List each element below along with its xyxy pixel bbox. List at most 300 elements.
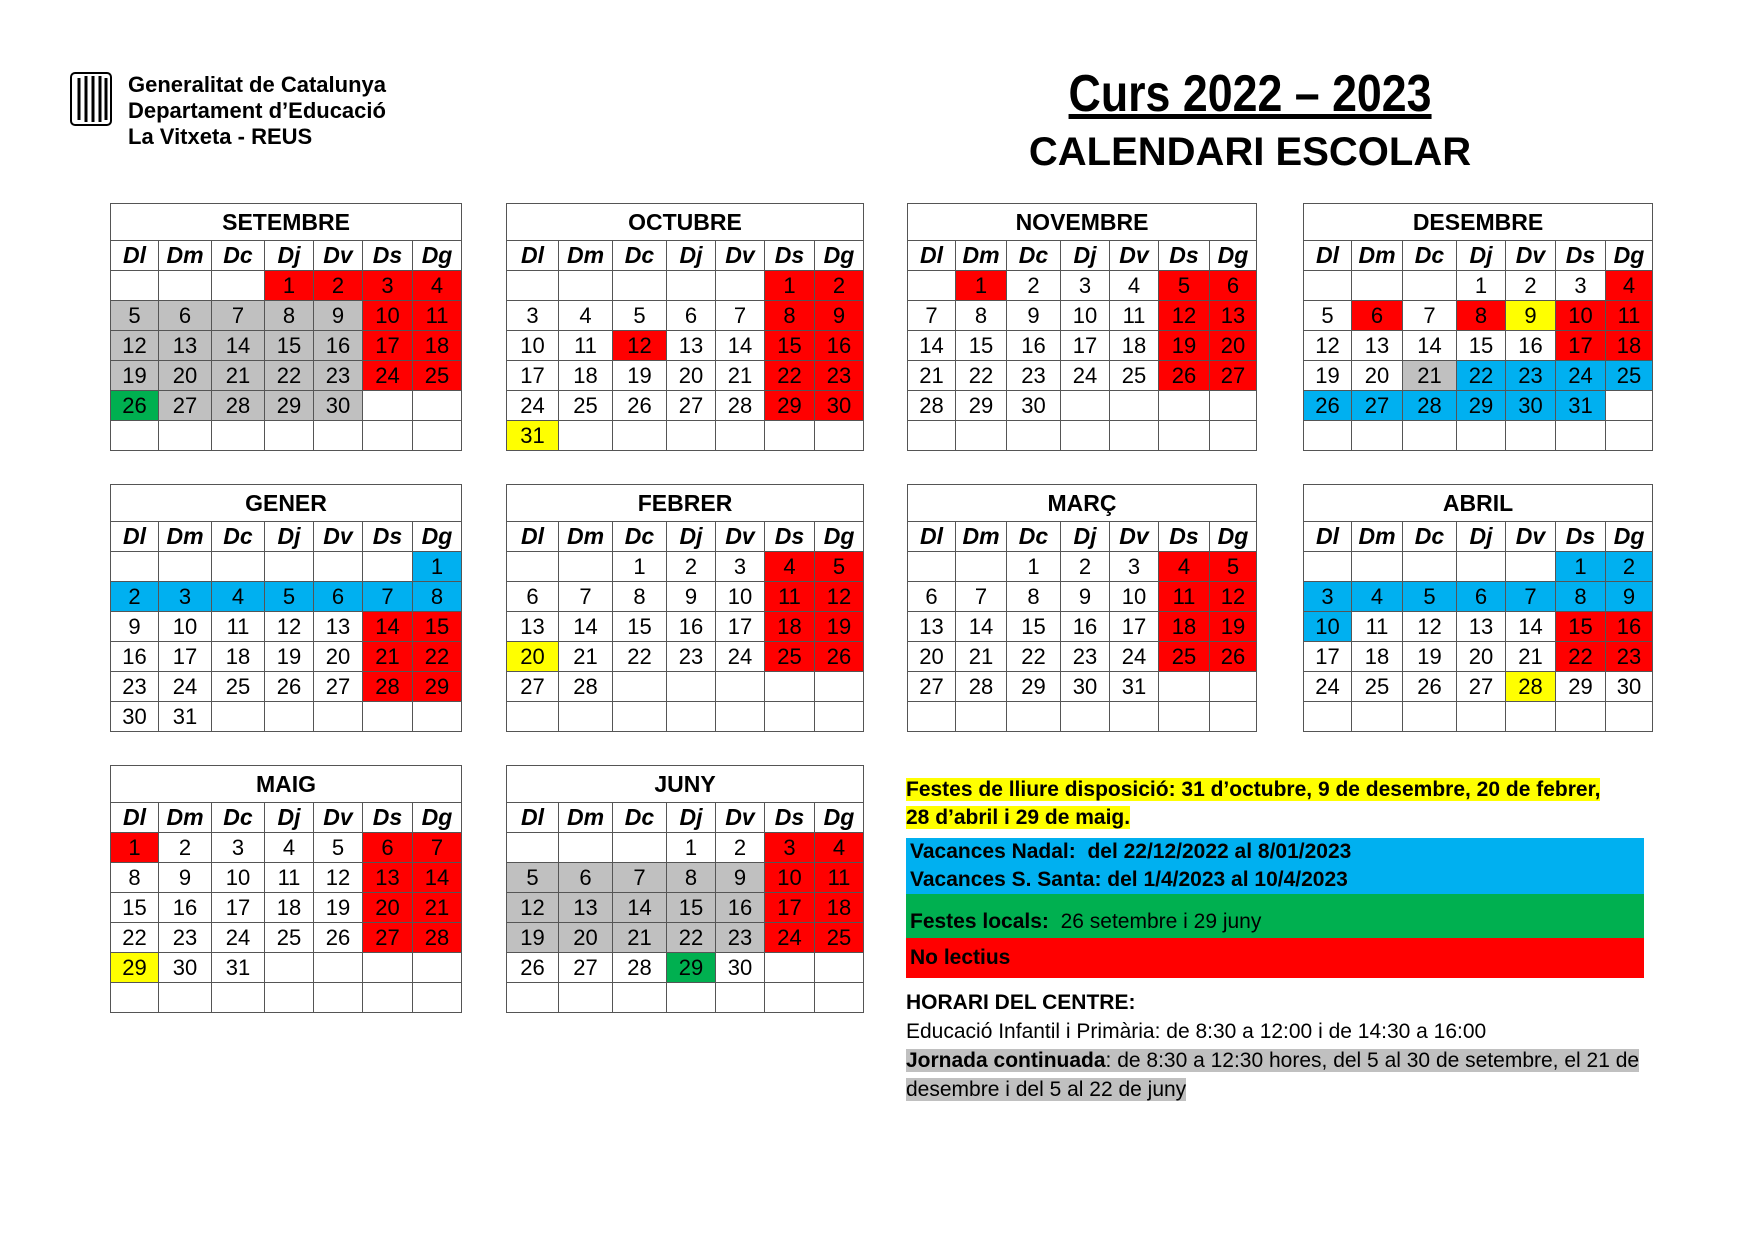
weekday-header: Dm: [159, 241, 212, 271]
week-row: [507, 612, 864, 642]
day-cell: [815, 421, 864, 451]
day-cell: 21: [956, 642, 1007, 672]
week-row: [507, 672, 864, 702]
day-cell: [716, 702, 765, 732]
day-cell: 13: [159, 331, 212, 361]
day-cell: 9: [667, 582, 716, 612]
week-row: [908, 331, 1257, 361]
day-cell: 10: [363, 301, 413, 331]
day-cell: 23: [159, 923, 212, 953]
day-cell: 10: [716, 582, 765, 612]
day-cell: 12: [1210, 582, 1257, 612]
day-cell: 27: [559, 953, 613, 983]
day-cell: 19: [314, 893, 363, 923]
weekday-header: Dl: [507, 522, 559, 552]
week-row: [507, 271, 864, 301]
day-cell: 11: [815, 863, 864, 893]
day-cell: [1457, 552, 1506, 582]
day-cell: 14: [212, 331, 265, 361]
week-row: [507, 361, 864, 391]
day-cell: 13: [363, 863, 413, 893]
day-cell: 8: [111, 863, 159, 893]
week-row: [908, 421, 1257, 451]
weekday-header: Dj: [265, 241, 314, 271]
day-cell: [413, 953, 462, 983]
day-cell: [667, 983, 716, 1013]
day-cell: 28: [413, 923, 462, 953]
day-cell: 24: [1556, 361, 1606, 391]
day-cell: 17: [1061, 331, 1110, 361]
day-cell: 14: [1506, 612, 1556, 642]
day-cell: 19: [507, 923, 559, 953]
day-cell: 24: [507, 391, 559, 421]
day-cell: [212, 421, 265, 451]
day-cell: 13: [1210, 301, 1257, 331]
day-cell: [363, 702, 413, 732]
day-cell: 19: [1210, 612, 1257, 642]
day-cell: 21: [908, 361, 956, 391]
day-cell: 2: [716, 833, 765, 863]
day-cell: 29: [765, 391, 815, 421]
weekday-header: Dl: [908, 522, 956, 552]
day-cell: 26: [815, 642, 864, 672]
day-cell: 2: [159, 833, 212, 863]
day-cell: 1: [1007, 552, 1061, 582]
day-cell: 31: [1110, 672, 1159, 702]
weekday-header: Dg: [815, 522, 864, 552]
day-cell: 4: [815, 833, 864, 863]
day-cell: 5: [507, 863, 559, 893]
day-cell: [1457, 702, 1506, 732]
day-cell: [1403, 552, 1457, 582]
weekday-header: Dc: [613, 803, 667, 833]
legend-nadal: Vacances Nadal: del 22/12/2022 al 8/01/2023: [906, 838, 1644, 866]
month-name: MARÇ: [908, 485, 1257, 522]
day-cell: 16: [815, 331, 864, 361]
week-row: [1304, 552, 1653, 582]
week-row: [908, 672, 1257, 702]
week-row: [507, 642, 864, 672]
weekday-header: Dv: [314, 241, 363, 271]
day-cell: [363, 552, 413, 582]
week-row: [507, 331, 864, 361]
day-cell: [1159, 672, 1210, 702]
day-cell: 22: [1007, 642, 1061, 672]
day-cell: 20: [908, 642, 956, 672]
weekday-header: Dm: [159, 522, 212, 552]
weekday-header: Dg: [1210, 241, 1257, 271]
day-cell: [1210, 672, 1257, 702]
weekday-header: Dv: [314, 803, 363, 833]
day-cell: 21: [559, 642, 613, 672]
day-cell: 29: [1457, 391, 1506, 421]
day-cell: 11: [1159, 582, 1210, 612]
weekday-header: Dv: [1110, 522, 1159, 552]
day-cell: 31: [507, 421, 559, 451]
day-cell: 9: [314, 301, 363, 331]
day-cell: 6: [159, 301, 212, 331]
day-cell: 13: [1352, 331, 1403, 361]
day-cell: 4: [1352, 582, 1403, 612]
day-cell: 20: [559, 923, 613, 953]
day-cell: [212, 552, 265, 582]
page-subtitle: CALENDARI ESCOLAR: [1028, 130, 1472, 174]
week-row: [908, 642, 1257, 672]
day-cell: [1007, 421, 1061, 451]
day-cell: 7: [212, 301, 265, 331]
day-cell: 29: [667, 953, 716, 983]
day-cell: 3: [363, 271, 413, 301]
legend-no-lectius: No lectius: [906, 938, 1644, 978]
weekday-header: Dm: [559, 241, 613, 271]
day-cell: [716, 672, 765, 702]
day-cell: 12: [1159, 301, 1210, 331]
day-cell: 6: [908, 582, 956, 612]
weekday-header: Dj: [265, 803, 314, 833]
week-row: [507, 421, 864, 451]
day-cell: 28: [559, 672, 613, 702]
day-cell: 27: [363, 923, 413, 953]
weekday-header: Dv: [1506, 241, 1556, 271]
month-calendar-1: [506, 203, 864, 451]
day-cell: 5: [1159, 271, 1210, 301]
day-cell: [613, 833, 667, 863]
day-cell: 5: [1304, 301, 1352, 331]
weekday-header: Ds: [765, 803, 815, 833]
day-cell: 5: [111, 301, 159, 331]
day-cell: [1506, 421, 1556, 451]
day-cell: 22: [956, 361, 1007, 391]
weekday-header: Ds: [363, 803, 413, 833]
day-cell: [559, 983, 613, 1013]
day-cell: 16: [159, 893, 212, 923]
day-cell: 29: [1007, 672, 1061, 702]
day-cell: [613, 983, 667, 1013]
day-cell: [363, 421, 413, 451]
weekday-header: Dv: [716, 522, 765, 552]
day-cell: 11: [212, 612, 265, 642]
day-cell: 9: [159, 863, 212, 893]
day-cell: [1403, 421, 1457, 451]
month-name: OCTUBRE: [507, 204, 864, 241]
day-cell: [1304, 421, 1352, 451]
day-cell: 15: [413, 612, 462, 642]
month-calendar-5: [506, 484, 864, 732]
day-cell: [1606, 421, 1653, 451]
week-row: [111, 672, 462, 702]
day-cell: [1210, 702, 1257, 732]
weekday-header: Dg: [413, 241, 462, 271]
day-cell: [265, 983, 314, 1013]
day-cell: 16: [111, 642, 159, 672]
day-cell: [314, 421, 363, 451]
legend-santa: Vacances S. Santa: del 1/4/2023 al 10/4/2023: [906, 866, 1644, 894]
week-row: [111, 923, 462, 953]
day-cell: 2: [1606, 552, 1653, 582]
day-cell: [413, 702, 462, 732]
day-cell: 30: [1007, 391, 1061, 421]
day-cell: 15: [265, 331, 314, 361]
month-name: SETEMBRE: [111, 204, 462, 241]
day-cell: 15: [956, 331, 1007, 361]
day-cell: 31: [1556, 391, 1606, 421]
week-row: [111, 552, 462, 582]
day-cell: 31: [212, 953, 265, 983]
day-cell: [1159, 421, 1210, 451]
day-cell: 22: [413, 642, 462, 672]
day-cell: 19: [613, 361, 667, 391]
week-row: [111, 612, 462, 642]
institution-line-1: Generalitat de Catalunya: [128, 72, 386, 97]
week-row: [111, 421, 462, 451]
day-cell: 23: [1061, 642, 1110, 672]
day-cell: 4: [1159, 552, 1210, 582]
day-cell: [159, 271, 212, 301]
week-row: [111, 893, 462, 923]
week-row: [507, 863, 864, 893]
day-cell: 24: [1061, 361, 1110, 391]
day-cell: [1556, 702, 1606, 732]
day-cell: [1352, 421, 1403, 451]
day-cell: 11: [1352, 612, 1403, 642]
day-cell: 27: [1210, 361, 1257, 391]
day-cell: 26: [265, 672, 314, 702]
day-cell: 29: [111, 953, 159, 983]
day-cell: 8: [765, 301, 815, 331]
day-cell: [716, 421, 765, 451]
day-cell: 23: [314, 361, 363, 391]
day-cell: 10: [1304, 612, 1352, 642]
day-cell: 15: [765, 331, 815, 361]
day-cell: 21: [716, 361, 765, 391]
day-cell: 8: [667, 863, 716, 893]
week-row: [507, 923, 864, 953]
week-row: [1304, 642, 1653, 672]
weekday-header: Ds: [363, 241, 413, 271]
day-cell: 7: [413, 833, 462, 863]
weekday-header: Dl: [1304, 522, 1352, 552]
day-cell: 7: [613, 863, 667, 893]
generalitat-logo-icon: [70, 72, 112, 126]
legend-local: Festes locals: 26 setembre i 29 juny: [906, 894, 1644, 938]
month-name: MAIG: [111, 766, 462, 803]
day-cell: [1061, 702, 1110, 732]
day-cell: 20: [1457, 642, 1506, 672]
day-cell: [908, 271, 956, 301]
day-cell: 23: [1606, 642, 1653, 672]
day-cell: 31: [159, 702, 212, 732]
day-cell: 15: [1556, 612, 1606, 642]
day-cell: 3: [1556, 271, 1606, 301]
day-cell: 12: [507, 893, 559, 923]
day-cell: [1210, 391, 1257, 421]
day-cell: 18: [212, 642, 265, 672]
day-cell: 15: [613, 612, 667, 642]
day-cell: 24: [363, 361, 413, 391]
day-cell: 12: [1304, 331, 1352, 361]
day-cell: [1304, 702, 1352, 732]
day-cell: [956, 702, 1007, 732]
day-cell: 21: [613, 923, 667, 953]
day-cell: 19: [111, 361, 159, 391]
weekday-header: Dg: [1606, 241, 1653, 271]
institution-line-2: Departament d’Educació: [128, 98, 386, 123]
week-row: [1304, 702, 1653, 732]
week-row: [908, 361, 1257, 391]
day-cell: 13: [908, 612, 956, 642]
day-cell: [314, 552, 363, 582]
day-cell: 9: [1606, 582, 1653, 612]
day-cell: 21: [1506, 642, 1556, 672]
day-cell: 22: [265, 361, 314, 391]
day-cell: [507, 552, 559, 582]
day-cell: 12: [1403, 612, 1457, 642]
day-cell: 28: [908, 391, 956, 421]
weekday-header: Dc: [1007, 241, 1061, 271]
week-row: [111, 953, 462, 983]
day-cell: 7: [1506, 582, 1556, 612]
day-cell: 5: [314, 833, 363, 863]
day-cell: 22: [1556, 642, 1606, 672]
day-cell: 27: [1352, 391, 1403, 421]
day-cell: 4: [1110, 271, 1159, 301]
week-row: [111, 271, 462, 301]
day-cell: 27: [1457, 672, 1506, 702]
title-block: [1000, 64, 1500, 176]
day-cell: 25: [1159, 642, 1210, 672]
weekday-header: Dg: [815, 803, 864, 833]
day-cell: 6: [1210, 271, 1257, 301]
day-cell: 17: [1304, 642, 1352, 672]
day-cell: 20: [363, 893, 413, 923]
day-cell: [765, 953, 815, 983]
day-cell: 27: [314, 672, 363, 702]
day-cell: [815, 672, 864, 702]
day-cell: [765, 421, 815, 451]
day-cell: 7: [716, 301, 765, 331]
day-cell: 28: [1403, 391, 1457, 421]
day-cell: 9: [1506, 301, 1556, 331]
day-cell: 28: [363, 672, 413, 702]
day-cell: [1403, 271, 1457, 301]
day-cell: [765, 702, 815, 732]
day-cell: 2: [1506, 271, 1556, 301]
day-cell: 4: [265, 833, 314, 863]
horari-continuada: Jornada continuada: de 8:30 a 12:30 hores, del 5 al 30 de setembre, el 21 de desembre i del 5 al 22 de juny: [906, 1049, 1640, 1101]
day-cell: 26: [314, 923, 363, 953]
day-cell: 24: [1304, 672, 1352, 702]
day-cell: 1: [765, 271, 815, 301]
day-cell: [507, 833, 559, 863]
day-cell: 8: [613, 582, 667, 612]
weekday-header: Dg: [413, 803, 462, 833]
day-cell: [1110, 421, 1159, 451]
day-cell: 5: [1210, 552, 1257, 582]
day-cell: 12: [111, 331, 159, 361]
day-cell: [413, 421, 462, 451]
day-cell: [765, 672, 815, 702]
weekday-header: Dg: [413, 522, 462, 552]
day-cell: 8: [1556, 582, 1606, 612]
month-calendar-8: [110, 765, 462, 1013]
day-cell: 30: [314, 391, 363, 421]
day-cell: [559, 552, 613, 582]
weekday-header: Dl: [507, 803, 559, 833]
day-cell: 26: [507, 953, 559, 983]
weekday-header: Dj: [1457, 241, 1506, 271]
day-cell: [1061, 391, 1110, 421]
day-cell: [559, 702, 613, 732]
day-cell: 10: [1110, 582, 1159, 612]
day-cell: 13: [667, 331, 716, 361]
day-cell: 30: [111, 702, 159, 732]
day-cell: 5: [265, 582, 314, 612]
day-cell: 12: [265, 612, 314, 642]
weekday-header: Dg: [1210, 522, 1257, 552]
day-cell: [559, 271, 613, 301]
day-cell: 11: [559, 331, 613, 361]
legend-free-days-text: Festes de lliure disposició: 31 d’octubre, 9 de desembre, 20 de febrer, 28 d’abril i 29 de maig.: [906, 778, 1601, 829]
day-cell: 3: [212, 833, 265, 863]
week-row: [908, 271, 1257, 301]
day-cell: [413, 391, 462, 421]
day-cell: 14: [908, 331, 956, 361]
day-cell: 17: [159, 642, 212, 672]
day-cell: 8: [413, 582, 462, 612]
day-cell: [765, 983, 815, 1013]
weekday-header: Dv: [314, 522, 363, 552]
day-cell: 18: [765, 612, 815, 642]
day-cell: 6: [559, 863, 613, 893]
weekday-header: Ds: [765, 241, 815, 271]
day-cell: 10: [765, 863, 815, 893]
day-cell: 18: [1352, 642, 1403, 672]
day-cell: 25: [765, 642, 815, 672]
month-calendar-0: [110, 203, 462, 451]
day-cell: 25: [212, 672, 265, 702]
day-cell: [212, 702, 265, 732]
week-row: [1304, 421, 1653, 451]
day-cell: 1: [956, 271, 1007, 301]
day-cell: [363, 983, 413, 1013]
day-cell: 26: [613, 391, 667, 421]
weekday-header: Dm: [159, 803, 212, 833]
day-cell: [507, 271, 559, 301]
day-cell: [1304, 552, 1352, 582]
day-cell: 1: [413, 552, 462, 582]
day-cell: 28: [1506, 672, 1556, 702]
week-row: [908, 612, 1257, 642]
day-cell: 15: [1457, 331, 1506, 361]
day-cell: 21: [413, 893, 462, 923]
day-cell: 16: [1061, 612, 1110, 642]
weekday-header: Dc: [1403, 522, 1457, 552]
day-cell: 26: [1304, 391, 1352, 421]
day-cell: 1: [265, 271, 314, 301]
day-cell: 27: [159, 391, 212, 421]
day-cell: 2: [111, 582, 159, 612]
day-cell: 10: [1556, 301, 1606, 331]
month-name: DESEMBRE: [1304, 204, 1653, 241]
weekday-header: Ds: [1556, 241, 1606, 271]
weekday-header: Dm: [1352, 241, 1403, 271]
day-cell: 25: [265, 923, 314, 953]
day-cell: 20: [314, 642, 363, 672]
week-row: [1304, 582, 1653, 612]
day-cell: [159, 983, 212, 1013]
day-cell: [613, 421, 667, 451]
day-cell: 4: [559, 301, 613, 331]
